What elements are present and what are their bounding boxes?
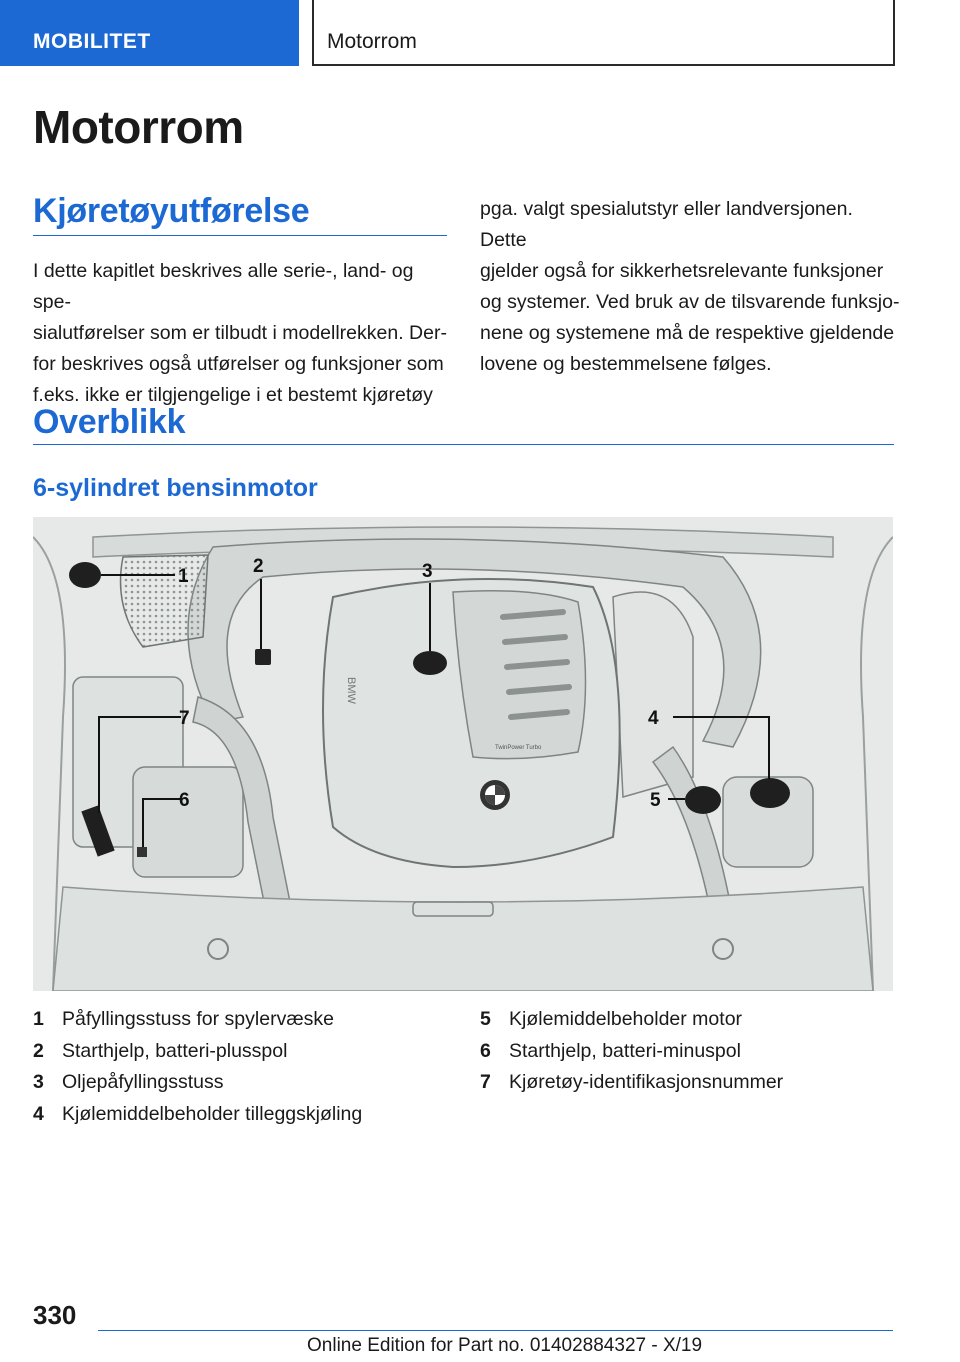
cover-label: TwinPower Turbo (495, 745, 542, 751)
engine-bay-drawing (33, 517, 893, 991)
text-line: I dette kapitlet beskrives alle serie-, land- og spe- (33, 260, 414, 313)
legend-item (33, 1004, 453, 1036)
callout-6: 6 (179, 790, 190, 811)
legend-text: Starthjelp, batteri-minuspol (509, 1039, 741, 1062)
legend-left (33, 1004, 453, 1130)
legend-item (33, 1067, 453, 1099)
legend-right (480, 1004, 900, 1099)
heading-rule (33, 444, 894, 445)
page-title: Motorrom (33, 101, 244, 153)
legend-number: 7 (480, 1071, 491, 1093)
positive-terminal-icon (255, 649, 271, 665)
text-line: og systemer. Ved bruk av de tilsvarende funksjo- (480, 291, 900, 313)
chapter-tab: Motorrom (312, 0, 895, 66)
washer-fluid-cap-icon (69, 562, 101, 588)
callout-3: 3 (422, 561, 433, 582)
legend-item (480, 1004, 900, 1036)
footer-edition: Online Edition for Part no. 01402884327 - X/19 (307, 1335, 703, 1356)
legend-number: 4 (33, 1102, 44, 1125)
callout-1: 1 (178, 566, 189, 587)
callout-5: 5 (650, 790, 661, 811)
text-line: pga. valgt spesialutstyr eller landversjonen. Dette (480, 198, 853, 251)
cover-logo-text: BMW (345, 677, 357, 704)
page-number: 330 (33, 1300, 77, 1330)
heading-overview: Overblikk (33, 403, 186, 441)
text-line: f.eks. ikke er tilgjengelige i et bestemt kjøretøy (33, 384, 433, 406)
text-line: gjelder også for sikkerhetsrelevante funksjoner (480, 260, 884, 282)
legend-item (33, 1036, 453, 1068)
intro-text-right (480, 194, 900, 380)
footer-rule (98, 1330, 893, 1331)
legend-number: 2 (33, 1039, 44, 1062)
aux-coolant-cap-icon (750, 778, 790, 808)
legend-number: 1 (33, 1008, 44, 1030)
engine-coolant-cap-icon (685, 786, 721, 814)
callout-2: 2 (253, 556, 264, 577)
legend-number: 6 (480, 1039, 491, 1062)
engine-bay-illustration (33, 517, 893, 991)
heading-rule (33, 235, 447, 236)
legend-number: 5 (480, 1008, 491, 1030)
legend-text: Kjølemiddelbeholder motor (509, 1008, 743, 1030)
section-tab: MOBILITET (0, 0, 299, 66)
text-line: for beskrives også utførelser og funksjoner som (33, 353, 444, 375)
legend-item (480, 1036, 900, 1068)
negative-terminal-icon (137, 847, 147, 857)
legend-text: Starthjelp, batteri-plusspol (62, 1039, 288, 1062)
subheading-engine: 6-sylindret bensinmotor (33, 474, 318, 502)
intro-text-left (33, 256, 453, 411)
legend-item (480, 1067, 900, 1099)
text-line: lovene og bestemmelsene følges. (480, 353, 772, 375)
callout-7: 7 (179, 708, 190, 729)
text-line: sialutførelser som er tilbudt i modellrekken. Der- (33, 322, 447, 344)
legend-text: Oljepåfyllingsstuss (62, 1071, 224, 1093)
legend-item (33, 1099, 453, 1131)
legend-number: 3 (33, 1071, 44, 1093)
heading-vehicle-version: Kjøretøyutførelse (33, 192, 310, 230)
legend-text: Kjøretøy-identifikasjonsnummer (509, 1071, 784, 1093)
legend-text: Påfyllingsstuss for spylervæske (62, 1008, 335, 1030)
oil-filler-cap-icon (413, 651, 447, 675)
page-header (0, 0, 960, 66)
legend-text: Kjølemiddelbeholder tilleggskjøling (62, 1102, 363, 1125)
callout-4: 4 (648, 708, 659, 729)
text-line: nene og systemene må de respektive gjeldende (480, 322, 895, 344)
